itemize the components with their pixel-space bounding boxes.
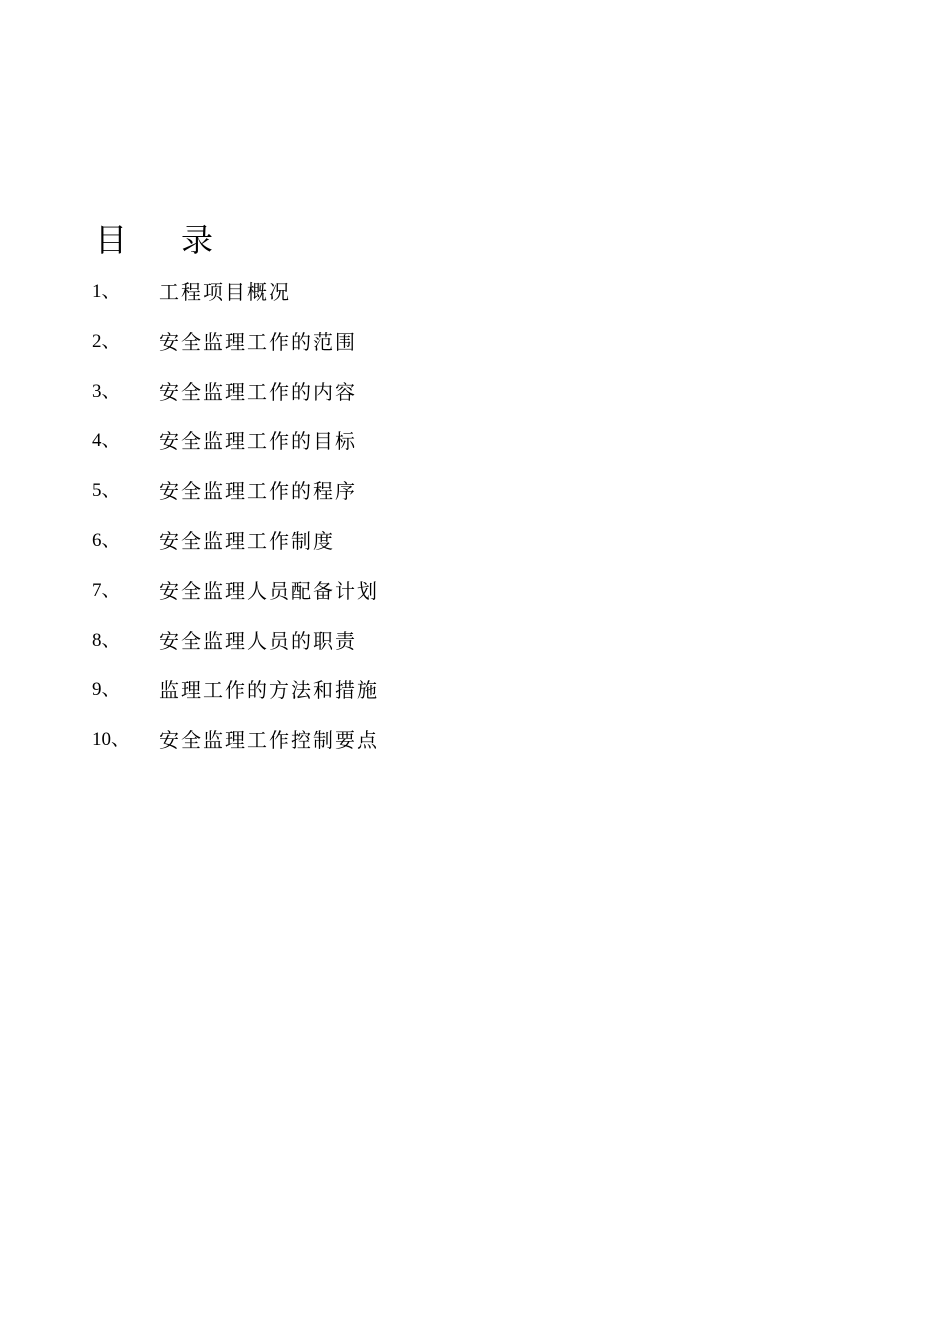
- toc-item-title: 安全监理工作控制要点: [159, 728, 379, 753]
- toc-item-title: 安全监理工作的目标: [159, 429, 357, 454]
- toc-item-number: 5、: [92, 480, 121, 502]
- toc-item-number: 9、: [92, 679, 121, 701]
- toc-item-number: 6、: [92, 529, 121, 551]
- toc-item-title: 安全监理人员配备计划: [159, 578, 379, 603]
- toc-item-number: 4、: [92, 430, 121, 452]
- toc-item-title: 监理工作的方法和措施: [159, 678, 379, 703]
- toc-title: [95, 220, 213, 260]
- toc-item-number: 10、: [92, 729, 131, 751]
- toc-item-title: 安全监理工作的程序: [159, 479, 357, 504]
- toc-item-title: 安全监理人员的职责: [159, 628, 357, 653]
- toc-item-title: 安全监理工作的范围: [159, 329, 357, 354]
- toc-item-title: 安全监理工作的内容: [159, 379, 357, 404]
- toc-item-number: 1、: [92, 281, 121, 302]
- toc-item-number: 7、: [92, 579, 121, 601]
- toc-title-char-2: 录: [181, 221, 214, 259]
- toc-item-number: 2、: [92, 330, 121, 352]
- toc-item-number: 8、: [92, 629, 121, 651]
- toc-item-title: 安全监理工作制度: [159, 528, 335, 553]
- toc-title-char-1: 目: [95, 221, 128, 259]
- toc-item-number: 3、: [92, 380, 121, 402]
- toc-item-title: 工程项目概况: [159, 280, 291, 304]
